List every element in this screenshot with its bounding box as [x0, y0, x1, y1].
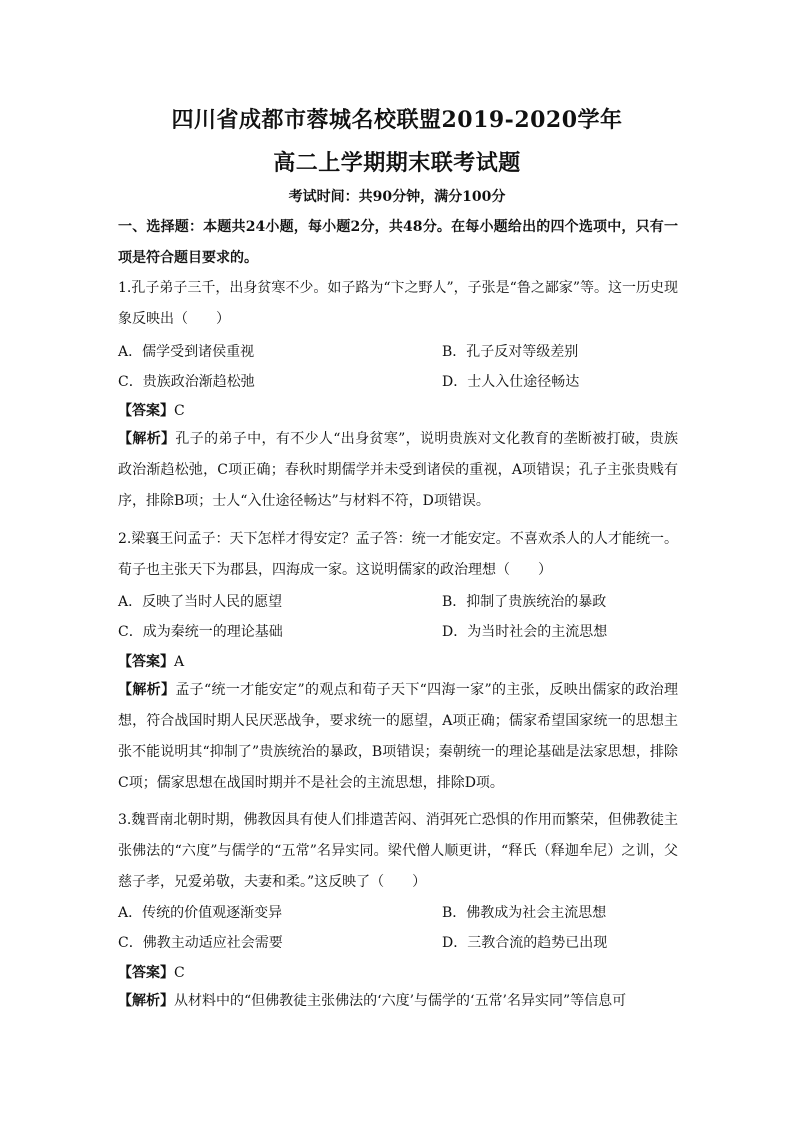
question-2-option-c: C．成为秦统一的理论基础 [118, 624, 283, 640]
question-2-stem: 2.梁襄王问孟子：天下怎样才得安定？孟子答：统一才能安定。不喜欢杀人的人才能统一。荀子也主张天下为郡县，四海成一家。这说明儒家的政治理想（ ） [118, 531, 678, 578]
page-title-line2: 高二上学期期末联考试题 [273, 150, 521, 176]
answer-tag: 【答案】 [118, 403, 174, 419]
question-2-option-d: D．为当时社会的主流思想 [442, 624, 608, 640]
question-1-answer [118, 401, 185, 421]
question-2-option-b: B．抑制了贵族统治的暴政 [442, 594, 607, 610]
analysis-tag: 【解析】 [118, 682, 176, 698]
question-3-stem: 3.魏晋南北朝时期，佛教因具有使人们排遣苦闷、消弭死亡恐惧的作用而繁荣，但佛教徒主张佛法的“六度”与儒学的“五常”名异实同。梁代僧人顺更讲，“释氏（释迦牟尼）之训，父慈子孝，兄爱弟敬，夫妻和柔。”这反映了（ ） [118, 812, 678, 890]
question-1-option-a: A．儒学受到诸侯重视 [118, 344, 255, 360]
page-title: 四川省成都市蓉城名校联盟2019-2020学年 [171, 107, 623, 133]
analysis-tag: 【解析】 [118, 431, 176, 447]
question-2-answer [118, 652, 184, 672]
question-1-analysis [118, 424, 678, 517]
section-intro: 一、选择题：本题共24小题，每小题2分，共48分。在每小题给出的四个选项中，只有一项是符合题目要求的。 [118, 219, 678, 266]
question-3-answer [118, 963, 185, 983]
answer-value: A [174, 654, 185, 670]
analysis-text: 孟子“统一才能安定”的观点和荀子天下“四海一家”的主张，反映出儒家的政治理想，符合战国时期人民厌恶战争，要求统一的愿望，A项正确；儒家希望国家统一的思想主张不能说明其“抑制了”贵族统治的暴政，B项错误；秦朝统一的理论基础是法家思想，排除C项；儒家思想在战国时期并不是社会的主流思想，排除D项。 [118, 682, 678, 791]
question-1-option-d: D．士人入仕途径畅达 [442, 374, 580, 390]
question-3-analysis [118, 986, 678, 1017]
analysis-text: 从材料中的“但佛教徒主张佛法的‘六度’与儒学的‘五常’名异实同”等信息可 [174, 993, 627, 1009]
question-3-option-c: C．佛教主动适应社会需要 [118, 935, 283, 951]
answer-tag: 【答案】 [118, 654, 174, 670]
question-1-stem: 1.孔子弟子三千，出身贫寒不少。如子路为“卞之野人”，子张是“鲁之鄙家”等。这一历史现象反映出（ ） [118, 280, 678, 327]
question-3-option-b: B．佛教成为社会主流思想 [442, 905, 607, 921]
analysis-text: 孔子的弟子中，有不少人“出身贫寒”，说明贵族对文化教育的垄断被打破，贵族政治渐趋松弛，C项正确；春秋时期儒学并未受到诸侯的重视，A项错误；孔子主张贵贱有序，排除B项；士人“入仕途径畅达”与材料不符，D项错误。 [118, 431, 679, 509]
answer-value: C [174, 403, 185, 419]
question-2-option-a: A．反映了当时人民的愿望 [118, 594, 283, 610]
exam-info: 考试时间：共90分钟，满分100分 [288, 189, 506, 205]
question-3-option-a: A．传统的价值观逐渐变异 [118, 905, 283, 921]
answer-tag: 【答案】 [118, 965, 174, 981]
question-2-analysis [118, 675, 678, 799]
answer-value: C [174, 965, 185, 981]
question-3-option-d: D．三教合流的趋势已出现 [442, 935, 608, 951]
question-1-option-c: C．贵族政治渐趋松弛 [118, 374, 255, 390]
question-1-option-b: B．孔子反对等级差别 [442, 344, 579, 360]
analysis-tag: 【解析】 [118, 993, 174, 1009]
